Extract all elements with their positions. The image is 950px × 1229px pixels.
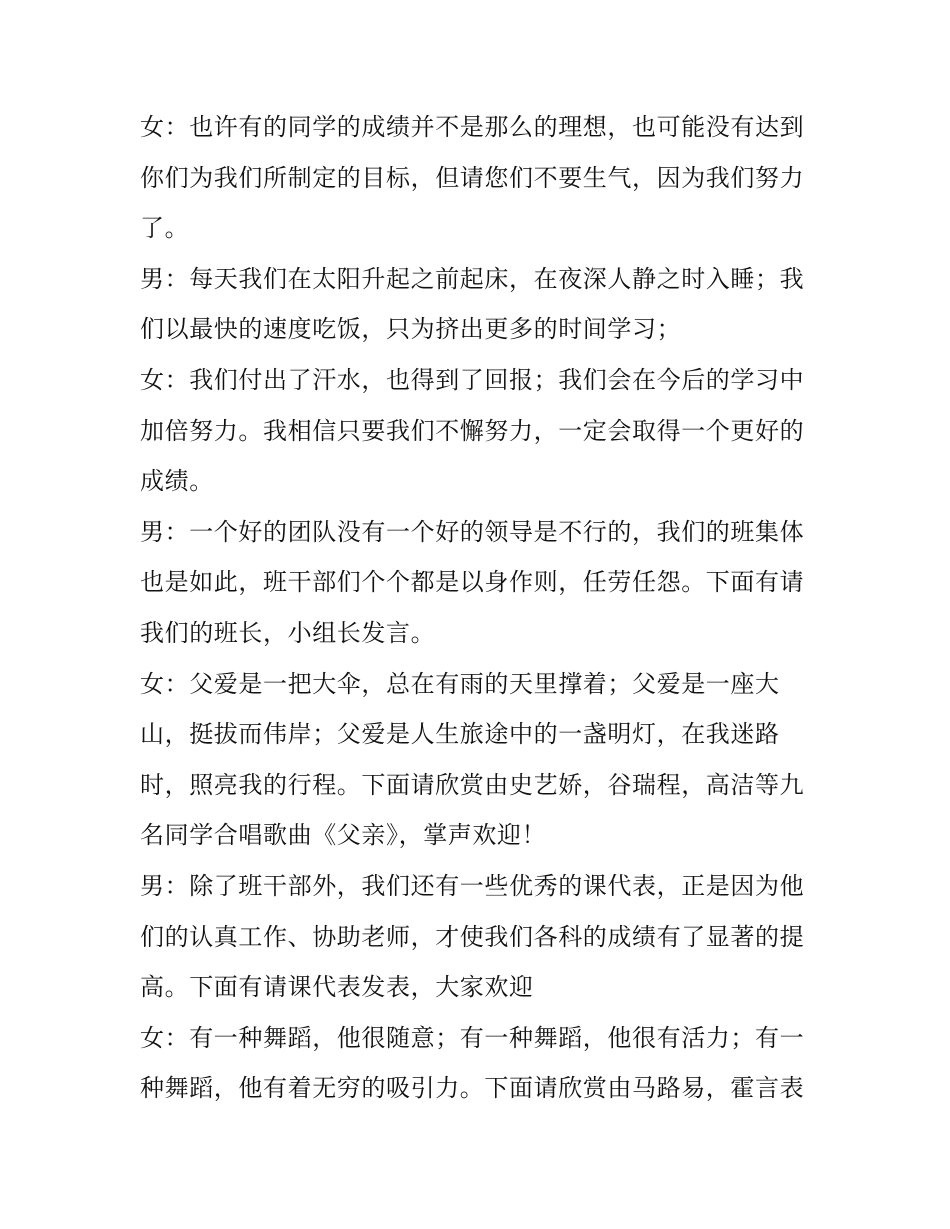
- text-line: 名同学合唱歌曲《父亲》，掌声欢迎！: [140, 821, 547, 850]
- text-line: 女：也许有的同学的成绩并不是那么的理想，也可能没有达到: [140, 113, 805, 141]
- text-line: 也是如此，班干部们个个都是以身作则，任劳任怨。下面有请: [140, 568, 805, 597]
- text-line: 时，照亮我的行程。下面请欣赏由史艺娇，谷瑞程，高洁等九: [140, 770, 805, 799]
- text-line: 了。: [140, 214, 190, 243]
- document-body: [140, 102, 820, 1114]
- text-line: 高。下面有请课代表发表，大家欢迎: [140, 973, 534, 1002]
- text-line: 女：有一种舞蹈，他很随意；有一种舞蹈，他很有活力；有一: [140, 1023, 805, 1052]
- text-line: 男：每天我们在太阳升起之前起床，在夜深人静之时入睡；我: [140, 264, 805, 293]
- text-line: 山，挺拔而伟岸；父爱是人生旅途中的一盏明灯，在我迷路: [140, 720, 780, 749]
- text-line: 男：除了班干部外，我们还有一些优秀的课代表，正是因为他: [140, 871, 805, 900]
- text-line: 们的认真工作、协助老师，才使我们各科的成绩有了显著的提: [140, 922, 805, 951]
- text-line: 女：父爱是一把大伞，总在有雨的天里撑着；父爱是一座大: [140, 669, 780, 698]
- text-line: 种舞蹈，他有着无穷的吸引力。下面请欣赏由马路易，霍言表: [140, 1074, 805, 1103]
- text-line: 女：我们付出了汗水，也得到了回报；我们会在今后的学习中: [140, 365, 805, 394]
- text-line: 们以最快的速度吃饭，只为挤出更多的时间学习；: [140, 315, 682, 344]
- text-line: 你们为我们所制定的目标，但请您们不要生气，因为我们努力: [140, 163, 805, 192]
- text-line: 我们的班长，小组长发言。: [140, 618, 436, 647]
- text-line: 男：一个好的团队没有一个好的领导是不行的，我们的班集体: [140, 517, 805, 546]
- text-line: 加倍努力。我相信只要我们不懈努力，一定会取得一个更好的: [140, 416, 805, 445]
- text-line: 成绩。: [140, 467, 214, 496]
